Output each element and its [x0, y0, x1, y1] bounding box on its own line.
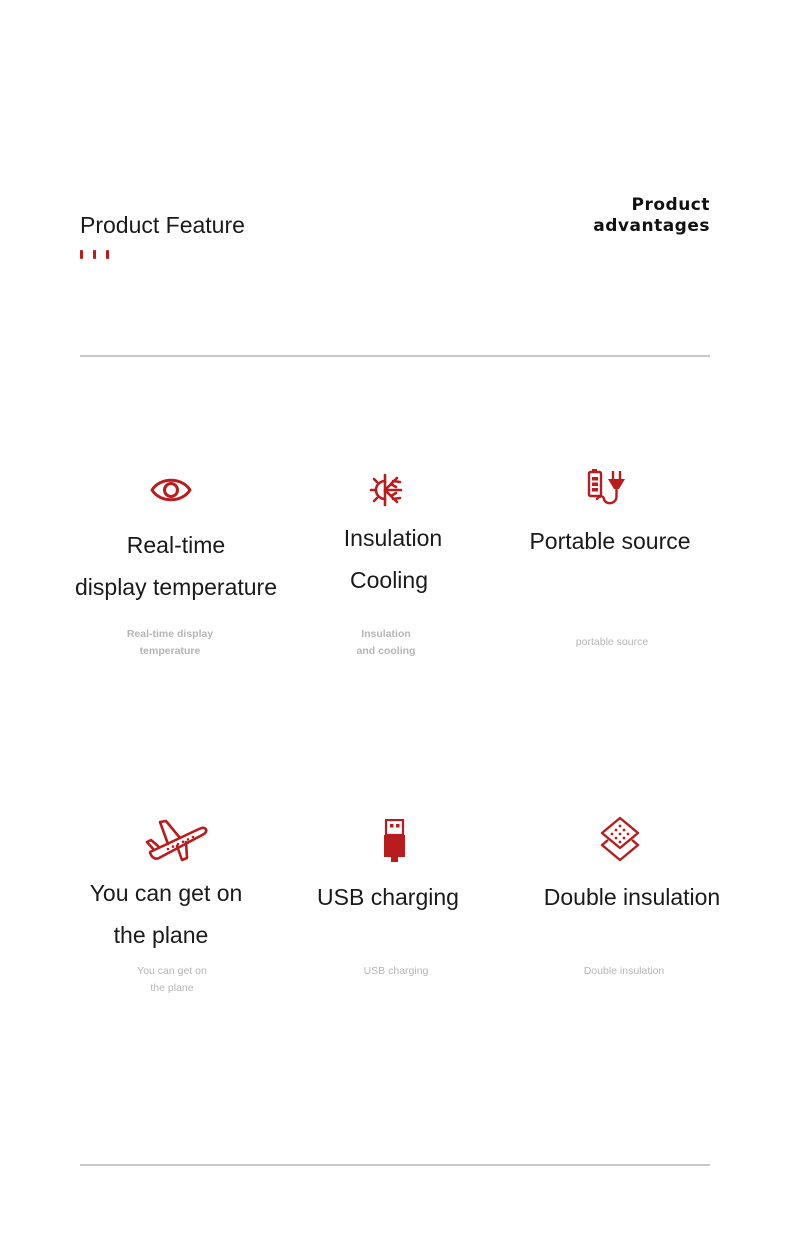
feature-title-insulation	[313, 517, 473, 601]
feature-sub-line1: Insulation	[361, 628, 411, 640]
feature-title-line2: the plane	[113, 922, 209, 948]
eye-icon	[150, 471, 192, 509]
feature-sub-line1: portable source	[575, 636, 649, 648]
feature-sub-line1: USB charging	[363, 965, 429, 977]
feature-sub-portable	[552, 634, 672, 651]
sun-snowflake-icon	[369, 473, 405, 507]
feature-title-double	[527, 876, 737, 918]
divider-top	[80, 355, 710, 357]
layers-icon	[598, 815, 642, 863]
feature-sub-line2: and cooling	[356, 645, 416, 657]
accent-dashes	[80, 250, 112, 259]
feature-sub-usb	[336, 963, 456, 980]
feature-title-line1: USB charging	[317, 884, 459, 910]
feature-sub-line2: temperature	[139, 645, 201, 657]
feature-title-line1: You can get on	[89, 880, 243, 906]
feature-title-line2: display temperature	[75, 574, 277, 600]
feature-title-portable	[510, 520, 710, 562]
feature-sub-insulation	[326, 626, 446, 660]
advantages-heading	[593, 195, 710, 237]
airplane-icon	[144, 818, 210, 864]
battery-plug-icon	[587, 469, 627, 511]
feature-title-plane	[76, 872, 256, 956]
feature-sub-realtime	[100, 626, 240, 660]
feature-title-line1: Double insulation	[543, 884, 721, 910]
accent-dash	[93, 250, 96, 259]
feature-sub-plane	[112, 963, 232, 997]
feature-title-line2: Cooling	[350, 567, 428, 593]
feature-title-realtime	[61, 524, 291, 608]
accent-dash	[80, 250, 83, 259]
feature-title-line1: Insulation	[343, 525, 443, 551]
divider-bottom	[80, 1164, 710, 1166]
feature-sub-line2: the plane	[150, 982, 194, 994]
usb-icon	[382, 819, 408, 863]
advantages-heading-line2: advantages	[593, 216, 710, 236]
feature-sub-line1: Double insulation	[583, 965, 665, 977]
advantages-heading-line1: Product	[631, 195, 710, 215]
feature-sub-line1: Real-time display	[126, 628, 214, 640]
feature-sub-double	[564, 963, 684, 980]
feature-title-line1: Portable source	[529, 528, 691, 554]
feature-title-usb	[298, 876, 478, 918]
feature-sub-line1: You can get on	[137, 965, 207, 977]
accent-dash	[106, 250, 109, 259]
feature-title-line1: Real-time	[126, 532, 226, 558]
page-title: Product Feature	[80, 212, 245, 238]
